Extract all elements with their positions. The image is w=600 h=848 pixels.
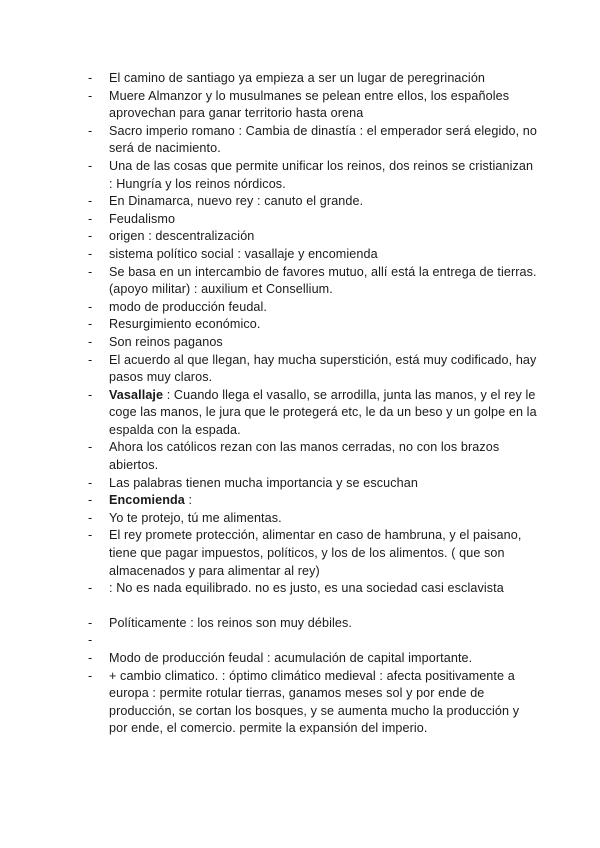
list-item	[88, 246, 538, 264]
item-text: Políticamente : los reinos son muy débiles.	[109, 615, 352, 630]
bullet-dash: -	[88, 194, 93, 209]
bullet-dash: -	[88, 71, 93, 85]
item-text: Feudalismo	[109, 211, 176, 226]
bullet-dash: -	[88, 387, 93, 402]
list-item	[88, 193, 538, 211]
bullet-dash: -	[88, 88, 93, 103]
list-item	[88, 439, 538, 474]
item-text: Yo te protejo, tú me alimentas.	[109, 510, 282, 525]
item-text: + cambio climatico. : óptimo climático medieval : afecta positivamente a europa : permite rotular tierras, ganamos meses sol y por ende de producción, se cortan los bosques, y se aumenta mucho la producción y por ende, el comercio. permite la expansión del imperio.	[109, 668, 520, 736]
item-text: Las palabras tienen mucha importancia y se escuchan	[109, 475, 418, 490]
bullet-dash: -	[88, 440, 93, 455]
list-item	[88, 299, 538, 317]
item-text: Son reinos paganos	[109, 334, 223, 349]
item-text: El camino de santiago ya empieza a ser un lugar de peregrinación	[109, 71, 486, 85]
bullet-dash: -	[88, 211, 93, 226]
item-text: modo de producción feudal.	[109, 299, 268, 314]
list-item	[88, 158, 538, 193]
list-item	[88, 264, 538, 299]
list-item	[88, 475, 538, 493]
list-item	[88, 650, 538, 668]
bullet-dash: -	[88, 510, 93, 525]
item-text: Sacro imperio romano : Cambia de dinastía : el emperador será elegido, no será de nacimiento.	[109, 123, 538, 156]
bullet-dash: -	[88, 352, 93, 367]
list-item	[88, 211, 538, 229]
bullet-dash: -	[88, 334, 93, 349]
bullet-dash: -	[88, 317, 93, 332]
list-item	[88, 387, 538, 440]
list-item	[88, 492, 538, 510]
item-text: :	[184, 493, 193, 508]
list-item	[88, 88, 538, 123]
item-text: sistema político social : vasallaje y encomienda	[109, 246, 378, 261]
item-text: En Dinamarca, nuevo rey : canuto el grande.	[109, 194, 364, 209]
item-text: Modo de producción feudal : acumulación de capital importante.	[109, 651, 473, 665]
list-item	[88, 123, 538, 158]
item-text: Ahora los católicos rezan con las manos cerradas, no con los brazos abiertos.	[109, 440, 500, 473]
item-text: El rey promete protección, alimentar en caso de hambruna, y el paisano, tiene que pagar impuestos, políticos, y los de los alimentos. ( que son almacenados y para alimentar al rey)	[109, 528, 522, 578]
term-encomienda: Encomienda	[109, 493, 185, 508]
item-text: origen : descentralización	[109, 229, 255, 244]
bullet-dash: -	[88, 633, 93, 648]
bullet-dash: -	[88, 475, 93, 490]
bullet-dash: -	[88, 581, 93, 596]
list-item	[88, 668, 538, 738]
bullet-dash: -	[88, 158, 93, 173]
list-item-empty	[88, 632, 538, 650]
item-text: Se basa en un intercambio de favores mutuo, allí está la entrega de tierras. (apoyo militar) : auxilium et Consellium.	[109, 264, 537, 297]
bullet-dash: -	[88, 299, 93, 314]
list-item	[88, 510, 538, 528]
bullet-dash: -	[88, 651, 93, 665]
bullet-dash: -	[88, 246, 93, 261]
list-item	[88, 334, 538, 352]
item-text: Muere Almanzor y lo musulmanes se pelean entre ellos, los españoles aprovechan para ganar territorio hasta orena	[109, 88, 510, 121]
item-text: Resurgimiento económico.	[109, 317, 261, 332]
item-text: : Cuando llega el vasallo, se arrodilla, junta las manos, y el rey le coge las manos, le jura que le protegerá etc, le da un beso y un golpe en la espalda con la espada.	[109, 387, 537, 437]
term-vasallaje: Vasallaje	[109, 387, 164, 402]
bullet-dash: -	[88, 123, 93, 138]
bullet-dash: -	[88, 493, 93, 508]
notes-list	[88, 70, 538, 738]
item-text: : No es nada equilibrado. no es justo, es una sociedad casi esclavista	[109, 581, 504, 596]
list-item	[88, 228, 538, 246]
list-item	[88, 527, 538, 580]
list-item	[88, 615, 538, 633]
list-item	[88, 316, 538, 334]
bullet-dash: -	[88, 668, 93, 683]
bullet-dash: -	[88, 229, 93, 244]
list-item	[88, 580, 538, 598]
list-item	[88, 70, 538, 88]
bullet-dash: -	[88, 528, 93, 543]
bullet-dash: -	[88, 615, 93, 630]
bullet-dash: -	[88, 264, 93, 279]
item-text: El acuerdo al que llegan, hay mucha superstición, está muy codificado, hay pasos muy claros.	[109, 352, 537, 385]
list-item	[88, 352, 538, 387]
item-text: Una de las cosas que permite unificar los reinos, dos reinos se cristianizan : Hungría y los reinos nórdicos.	[109, 158, 534, 191]
